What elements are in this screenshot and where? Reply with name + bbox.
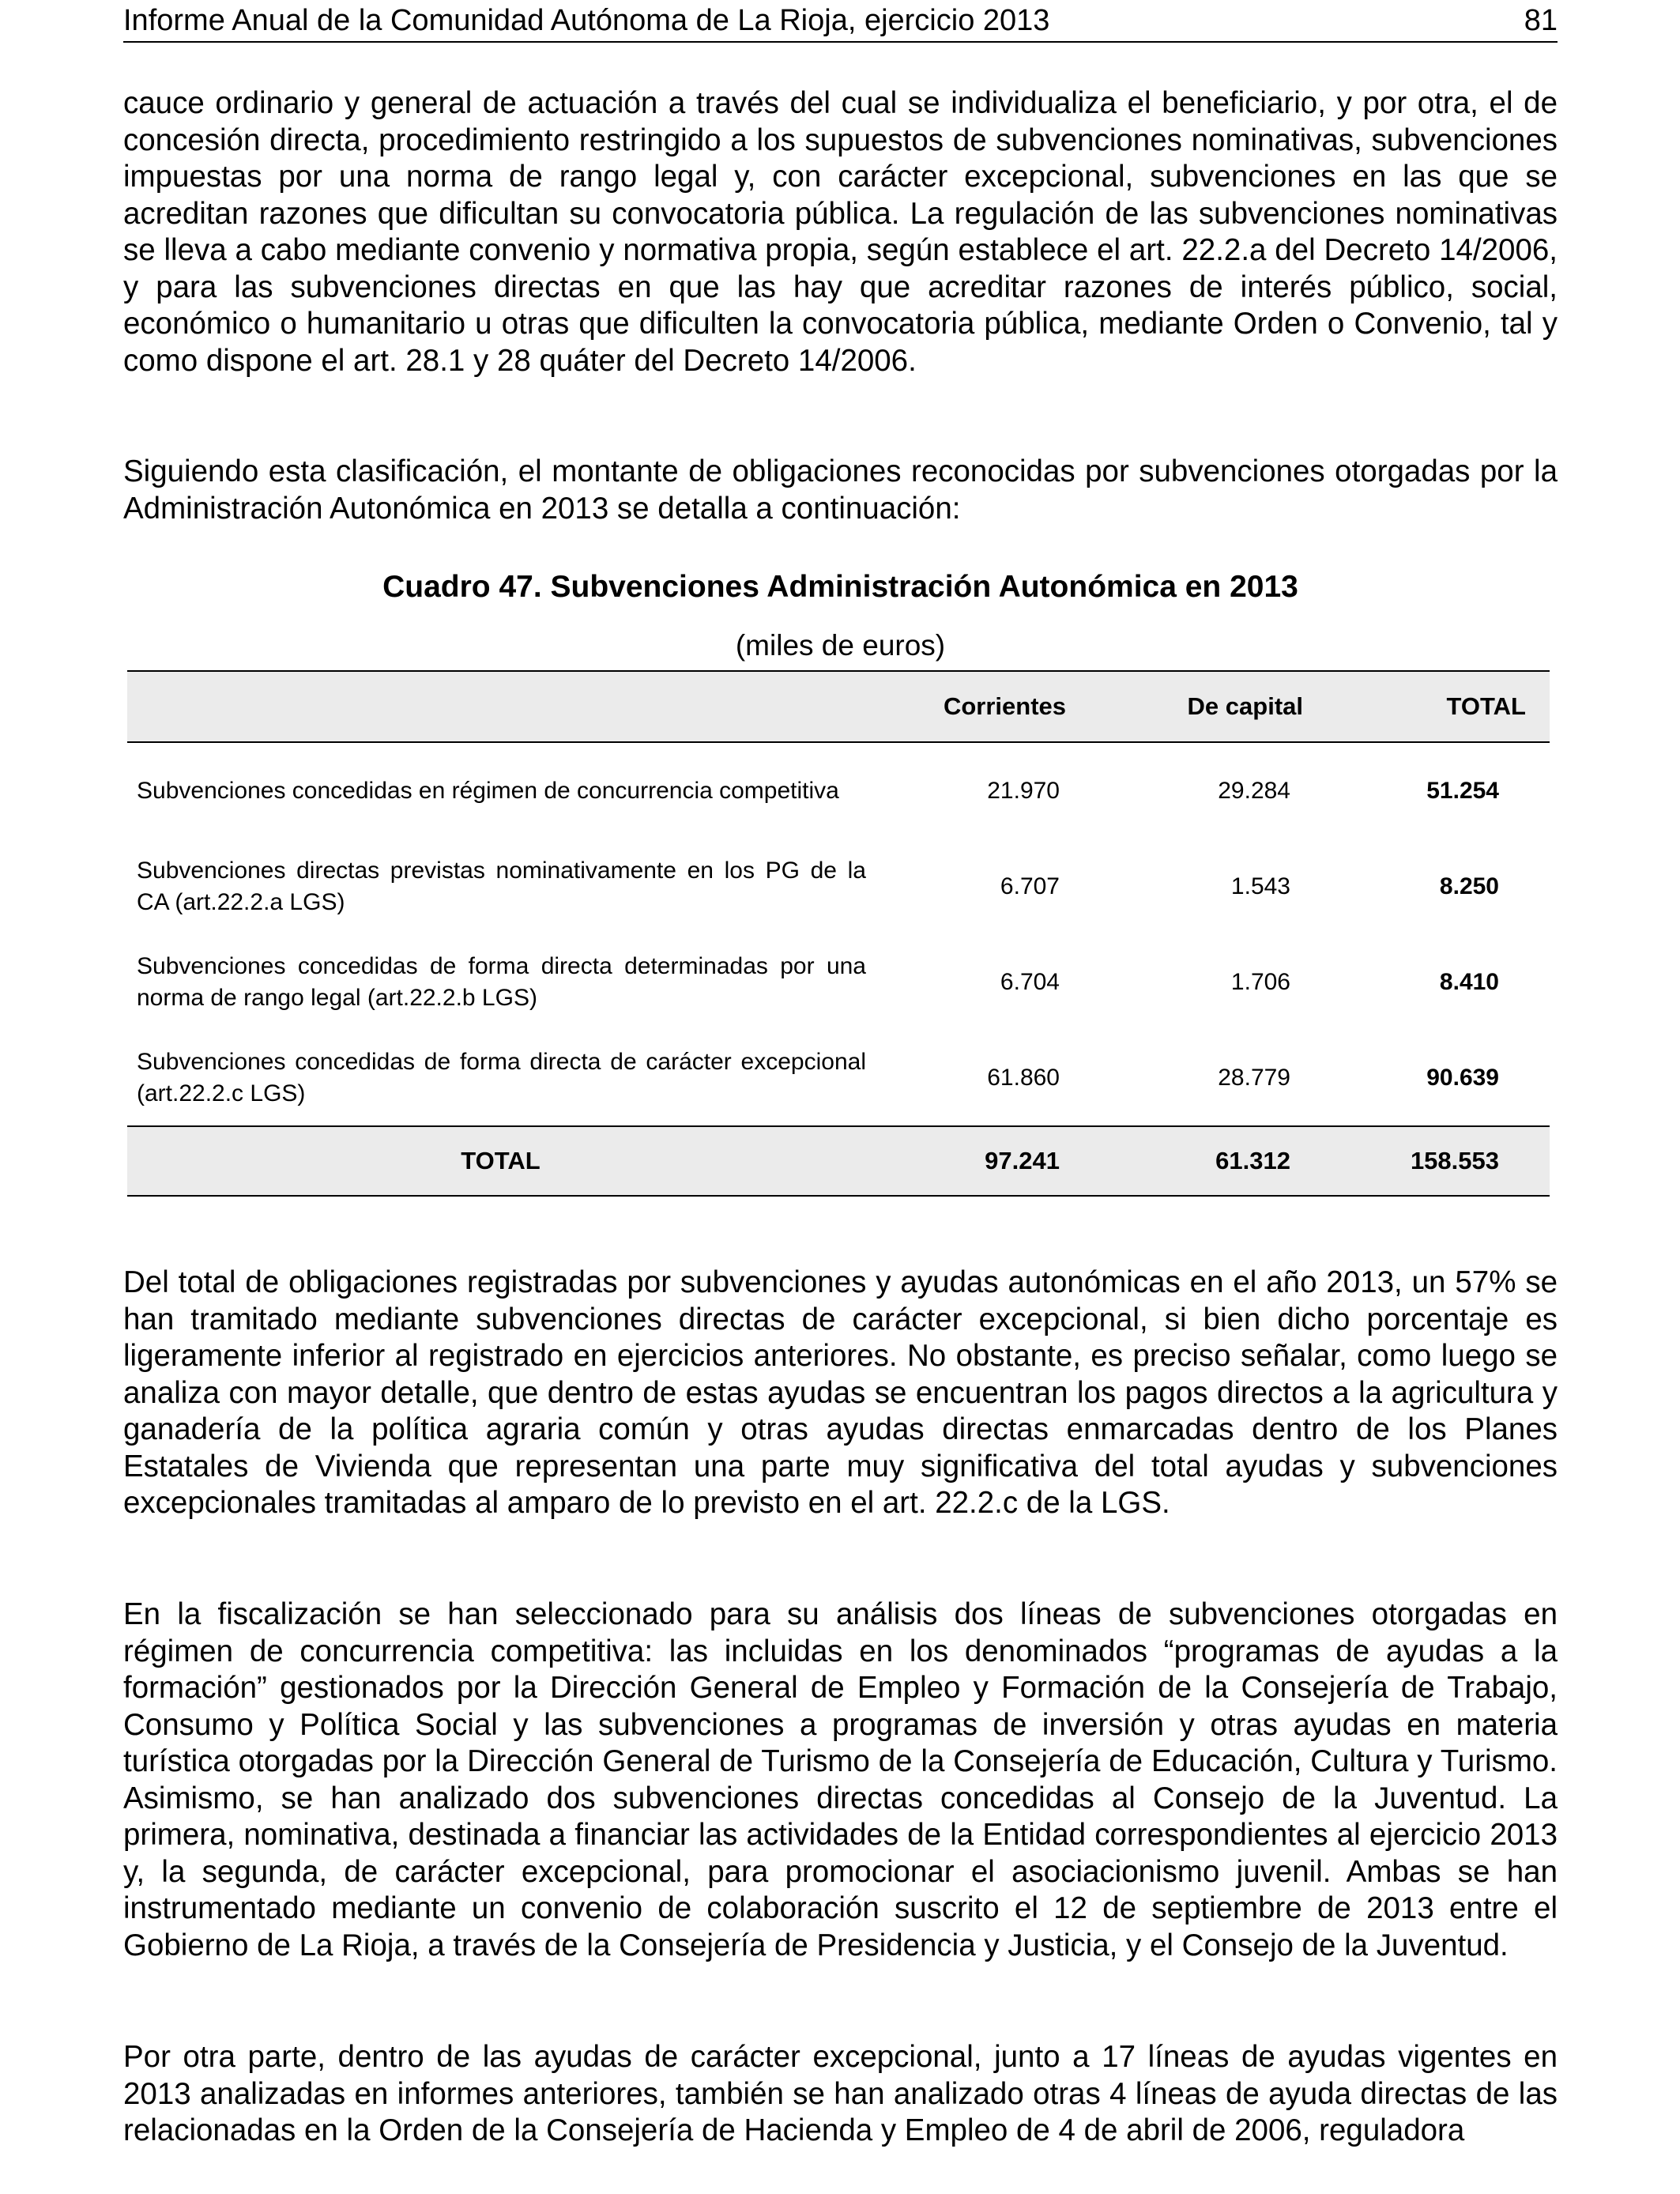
total-total: 158.553 — [1328, 1126, 1550, 1196]
header-title: Informe Anual de la Comunidad Autónoma de La Rioja, ejercicio 2013 — [123, 4, 1050, 37]
row-label: Subvenciones directas previstas nominativamente en los PG de la CA (art.22.2.a LGS) — [137, 857, 866, 915]
cell-corrientes: 61.860 — [987, 1064, 1060, 1091]
cell-total: 8.410 — [1439, 968, 1499, 995]
cell-capital: 1.543 — [1230, 873, 1290, 899]
table-header-row — [127, 671, 1550, 742]
row-label: Subvenciones concedidas en régimen de concurrencia competitiva — [137, 777, 839, 804]
total-corrientes: 97.241 — [874, 1126, 1091, 1196]
header-cell-blank — [127, 671, 874, 742]
total-label: TOTAL — [127, 1126, 874, 1196]
table-total-row — [127, 1126, 1550, 1196]
cell-capital: 28.779 — [1218, 1064, 1290, 1091]
header-cell-corrientes: Corrientes — [874, 671, 1091, 742]
page-number: 81 — [1524, 4, 1558, 37]
paragraph-4: En la fiscalización se han seleccionado para su análisis dos líneas de subvenciones otorgadas en régimen de concurrencia competitiva: las incluidas en los denominados “programas de ayudas a la formación” gestionados por la Dirección General de Empleo y Formación de la Consejería de Trabajo, Consumo y Política Social y las subvenciones a programas de inversión y otras ayudas en materia turística otorgadas por la Dirección General de Turismo de la Consejería de Educación, Cultura y Turismo. Asimismo, se han analizado dos subvenciones directas concedidas al Consejo de la Juventud. La primera, nominativa, destinada a financiar las actividades de la Entidad correspondientes al ejercicio 2013 y, la segunda, de carácter excepcional, para promocionar el asociacionismo juvenil. Ambas se han instrumentado mediante un convenio de colaboración suscrito el 12 de septiembre de 2013 entre el Gobierno de La Rioja, a través de la Consejería de Presidencia y Justicia, y el Consejo de la Juventud. — [123, 1597, 1558, 1962]
cell-total: 90.639 — [1426, 1064, 1499, 1091]
table-subcaption: (miles de euros) — [735, 629, 946, 662]
table-row — [127, 839, 1550, 934]
cell-total: 51.254 — [1426, 777, 1499, 804]
header-cell-capital: De capital — [1091, 671, 1328, 742]
cell-corrientes: 21.970 — [987, 777, 1060, 804]
row-label: Subvenciones concedidas de forma directa determinadas por una norma de rango legal (art.22.2.b LGS) — [137, 952, 866, 1011]
cell-corrientes: 6.707 — [1000, 873, 1060, 899]
table-row — [127, 742, 1550, 839]
table-row — [127, 1030, 1550, 1126]
cell-total: 8.250 — [1439, 873, 1499, 899]
paragraph-1: cauce ordinario y general de actuación a través del cual se individualiza el beneficiario, y por otra, el de concesión directa, procedimiento restringido a los supuestos de subvenciones nominativas, subvenciones impuestas por una norma de rango legal y, con carácter excepcional, subvenciones en las que se acreditan razones que dificultan su convocatoria pública. La regulación de las subvenciones nominativas se lleva a cabo mediante convenio y normativa propia, según establece el art. 22.2.a del Decreto 14/2006, y para las subvenciones directas en que las hay que acreditar razones de interés público, social, económico o humanitario u otras que dificulten la convocatoria pública, mediante Orden o Convenio, tal y como dispone el art. 28.1 y 28 quáter del Decreto 14/2006. — [123, 86, 1558, 378]
subsidies-table — [127, 670, 1550, 1197]
row-label: Subvenciones concedidas de forma directa de carácter excepcional (art.22.2.c LGS) — [137, 1048, 866, 1106]
paragraph-5: Por otra parte, dentro de las ayudas de carácter excepcional, junto a 17 líneas de ayudas vigentes en 2013 analizadas en informes anteriores, también se han analizado otras 4 líneas de ayuda directas de las relacionadas en la Orden de la Consejería de Hacienda y Empleo de 4 de abril de 2006, reguladora — [123, 2040, 1558, 2147]
table-row — [127, 934, 1550, 1030]
cell-capital: 1.706 — [1230, 968, 1290, 995]
page-header — [123, 0, 1558, 43]
cell-corrientes: 6.704 — [1000, 968, 1060, 995]
table-caption: Cuadro 47. Subvenciones Administración Autonómica en 2013 — [382, 570, 1298, 604]
cell-capital: 29.284 — [1218, 777, 1290, 804]
paragraph-2: Siguiendo esta clasificación, el montante de obligaciones reconocidas por subvenciones otorgadas por la Administración Autonómica en 2013 se detalla a continuación: — [123, 454, 1558, 526]
total-capital: 61.312 — [1091, 1126, 1328, 1196]
header-cell-total: TOTAL — [1328, 671, 1550, 742]
paragraph-3: Del total de obligaciones registradas por subvenciones y ayudas autonómicas en el año 2013, un 57% se han tramitado mediante subvenciones directas de carácter excepcional, si bien dicho porcentaje es ligeramente inferior al registrado en ejercicios anteriores. No obstante, es preciso señalar, como luego se analiza con mayor detalle, que dentro de estas ayudas se encuentran los pagos directos a la agricultura y ganadería de la política agraria común y otras ayudas directas enmarcadas dentro de los Planes Estatales de Vivienda que representan una parte muy significativa del total ayudas y subvenciones excepcionales tramitadas al amparo de lo previsto en el art. 22.2.c de la LGS. — [123, 1265, 1558, 1520]
